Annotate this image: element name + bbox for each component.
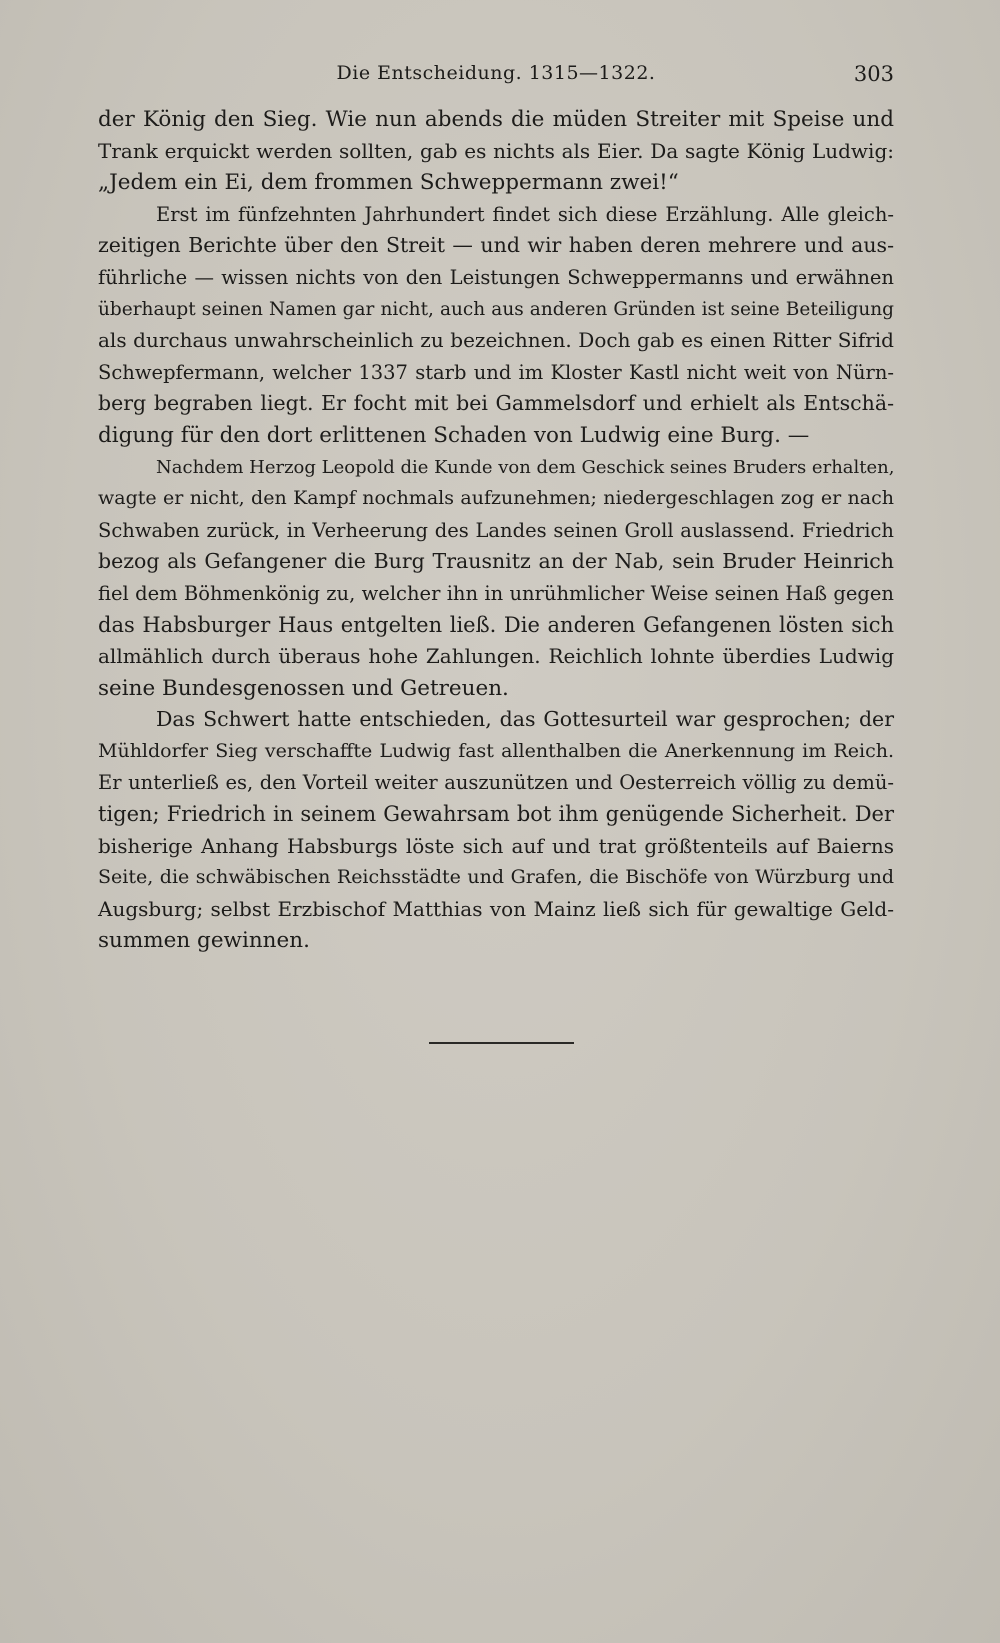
paragraph-2: [98, 199, 894, 452]
text-line: digung für den dort erlittenen Schaden von Ludwig eine Burg. —: [98, 422, 810, 448]
text-line: das Habsburger Haus entgelten ließ. Die anderen Gefangenen lösten sich: [98, 612, 894, 637]
body-text: [98, 104, 894, 957]
text-line: summen gewinnen.: [98, 928, 310, 954]
text-line: zeitigen Berichte über den Streit — und wir haben deren mehrere und aus-: [98, 233, 894, 258]
chapter-end-rule: [429, 1042, 574, 1044]
page-number: 303: [853, 62, 894, 86]
text-line: Nachdem Herzog Leopold die Kunde von dem Geschick seines Bruders erhalten,: [156, 456, 895, 478]
text-line: Das Schwert hatte entschieden, das Gottesurteil war gesprochen; der: [156, 707, 894, 732]
text-line: der König den Sieg. Wie nun abends die müden Streiter mit Speise und: [98, 107, 894, 132]
text-line: berg begraben liegt. Er focht mit bei Gammelsdorf und erhielt als Entschä-: [98, 391, 894, 416]
text-line: bezog als Gefangener die Burg Trausnitz an der Nab, sein Bruder Heinrich: [98, 549, 894, 574]
text-line: Schwaben zurück, in Verheerung des Landes seinen Groll auslassend. Friedrich: [98, 518, 894, 542]
text-line: seine Bundesgenossen und Getreuen.: [98, 675, 509, 701]
text-line: bisherige Anhang Habsburgs löste sich auf und trat größtenteils auf Baierns: [98, 833, 894, 858]
text-line: Augsburg; selbst Erzbischof Matthias von Mainz ließ sich für gewaltige Geld-: [98, 896, 894, 921]
text-line: führliche — wissen nichts von den Leistungen Schweppermanns und erwähnen: [98, 265, 894, 289]
text-line: Trank erquickt werden sollten, gab es nichts als Eier. Da sagte König Ludwig:: [98, 138, 894, 163]
paragraph-1: [98, 104, 894, 199]
text-line: Seite, die schwäbischen Reichsstädte und Grafen, die Bischöfe von Würzburg und: [98, 866, 894, 889]
text-line: Mühldorfer Sieg verschaffte Ludwig fast allenthalben die Anerkennung im Reich.: [98, 739, 894, 762]
page-header: [98, 62, 894, 92]
text-line: allmählich durch überaus hohe Zahlungen. Reichlich lohnte überdies Ludwig: [98, 644, 894, 669]
text-line: als durchaus unwahrscheinlich zu bezeichnen. Doch gab es einen Ritter Sifrid: [98, 328, 894, 353]
paragraph-4: [98, 704, 894, 957]
running-title: Die Entscheidung. 1315—1322.: [336, 62, 656, 84]
paragraph-3: [98, 452, 894, 705]
text-line: Erst im fünfzehnten Jahrhundert findet sich diese Erzählung. Alle gleich-: [156, 202, 894, 226]
text-line: Schwepfermann, welcher 1337 starb und im Kloster Kastl nicht weit von Nürn-: [98, 360, 894, 384]
text-line: fiel dem Böhmenkönig zu, welcher ihn in unrühmlicher Weise seinen Haß gegen: [98, 581, 894, 605]
text-line: tigen; Friedrich in seinem Gewahrsam bot ihm genügende Sicherheit. Der: [98, 802, 894, 827]
text-line: wagte er nicht, den Kampf nochmals aufzunehmen; niedergeschlagen zog er nach: [98, 487, 894, 510]
text-line: überhaupt seinen Namen gar nicht, auch aus anderen Gründen ist seine Beteiligung: [98, 298, 894, 320]
text-line: „Jedem ein Ei, dem frommen Schweppermann zwei!“: [98, 170, 679, 196]
text-line: Er unterließ es, den Vorteil weiter auszunützen und Oesterreich völlig zu demü-: [98, 771, 894, 795]
